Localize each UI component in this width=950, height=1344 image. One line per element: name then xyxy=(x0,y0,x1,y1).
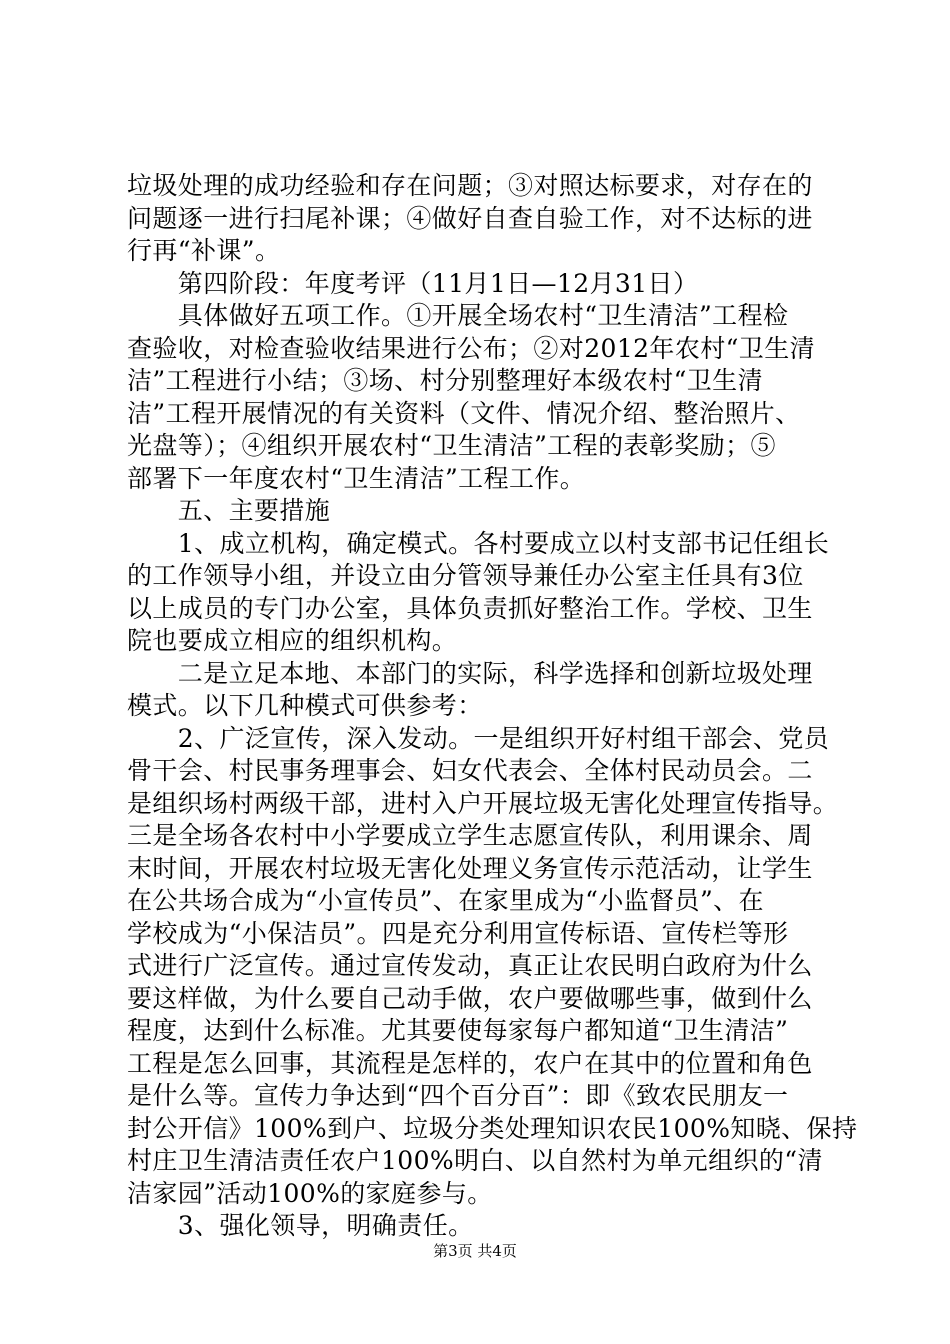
text-line: 是组织场村两级干部，进村入户开展垃圾无害化处理宣传指导。 xyxy=(127,788,839,818)
section-heading-stage-four: 第四阶段：年度考评（11月1日—12月31日） xyxy=(127,268,699,298)
text-line: 查验收，对检查验收结果进行公布；②对2012年农村“卫生清 xyxy=(127,333,816,363)
text-line: 在公共场合成为“小宣传员”、在家里成为“小监督员”、在 xyxy=(127,886,764,915)
text-line: 工程是怎么回事，其流程是怎样的，农户在其中的位置和角色 xyxy=(127,1048,813,1078)
text-line: 三是全场各农村中小学要成立学生志愿宣传队，利用课余、周 xyxy=(127,821,813,850)
text-line: 洁家园”活动100%的家庭参与。 xyxy=(127,1178,493,1208)
text-line: 式进行广泛宣传。通过宣传发动，真正让农民明白政府为什么 xyxy=(127,951,813,980)
text-line: 洁”工程进行小结；③场、村分别整理好本级农村“卫生清 xyxy=(127,366,763,395)
text-line: 模式。以下几种模式可供参考： xyxy=(127,691,483,720)
text-line: 村庄卫生清洁责任农户100%明白、以自然村为单元组织的“清 xyxy=(127,1146,823,1175)
document-body xyxy=(127,170,858,1243)
page-number-footer: 第3页 共4页 xyxy=(433,1242,517,1260)
text-line: 学校成为“小保洁员”。四是充分利用宣传标语、宣传栏等形 xyxy=(127,918,789,948)
text-line: 的工作领导小组，并设立由分管领导兼任办公室主任具有3位 xyxy=(127,561,804,590)
text-line: 二是立足本地、本部门的实际，科学选择和创新垃圾处理 xyxy=(127,658,813,688)
text-line: 部署下一年度农村“卫生清洁”工程工作。 xyxy=(127,463,586,493)
text-line: 封公开信》100%到户、垃圾分类处理知识农民100%知晓、保持 xyxy=(127,1113,858,1143)
text-line: 1、成立机构，确定模式。各村要成立以村支部书记任组长 xyxy=(127,528,830,558)
text-line: 要这样做，为什么要自己动手做，农户要做哪些事，做到什么 xyxy=(127,983,813,1013)
text-line: 是什么等。宣传力争达到“四个百分百”：即《致农民朋友一 xyxy=(127,1081,789,1110)
text-line: 行再“补课”。 xyxy=(127,236,281,265)
text-line: 末时间，开展农村垃圾无害化处理义务宣传示范活动，让学生 xyxy=(127,853,813,883)
text-line: 洁”工程开展情况的有关资料（文件、情况介绍、整治照片、 xyxy=(127,398,801,428)
text-line: 以上成员的专门办公室，具体负责抓好整治工作。学校、卫生 xyxy=(127,593,813,623)
text-line: 光盘等）；④组织开展农村“卫生清洁”工程的表彰奖励；⑤ xyxy=(127,431,776,460)
text-line: 骨干会、村民事务理事会、妇女代表会、全体村民动员会。二 xyxy=(127,756,813,785)
text-line: 问题逐一进行扫尾补课；④做好自查自验工作，对不达标的进 xyxy=(127,203,813,233)
section-heading-main-measures: 五、主要措施 xyxy=(127,496,331,525)
text-line: 具体做好五项工作。①开展全场农村“卫生清洁”工程检 xyxy=(127,301,789,330)
text-line: 垃圾处理的成功经验和存在问题；③对照达标要求，对存在的 xyxy=(127,171,813,200)
text-line: 3、强化领导，明确责任。 xyxy=(127,1211,474,1240)
text-line: 2、广泛宣传，深入发动。一是组织开好村组干部会、党员 xyxy=(127,723,830,753)
text-line: 院也要成立相应的组织机构。 xyxy=(127,626,458,655)
text-line: 程度，达到什么标准。尤其要使每家每户都知道“卫生清洁” xyxy=(127,1016,789,1045)
